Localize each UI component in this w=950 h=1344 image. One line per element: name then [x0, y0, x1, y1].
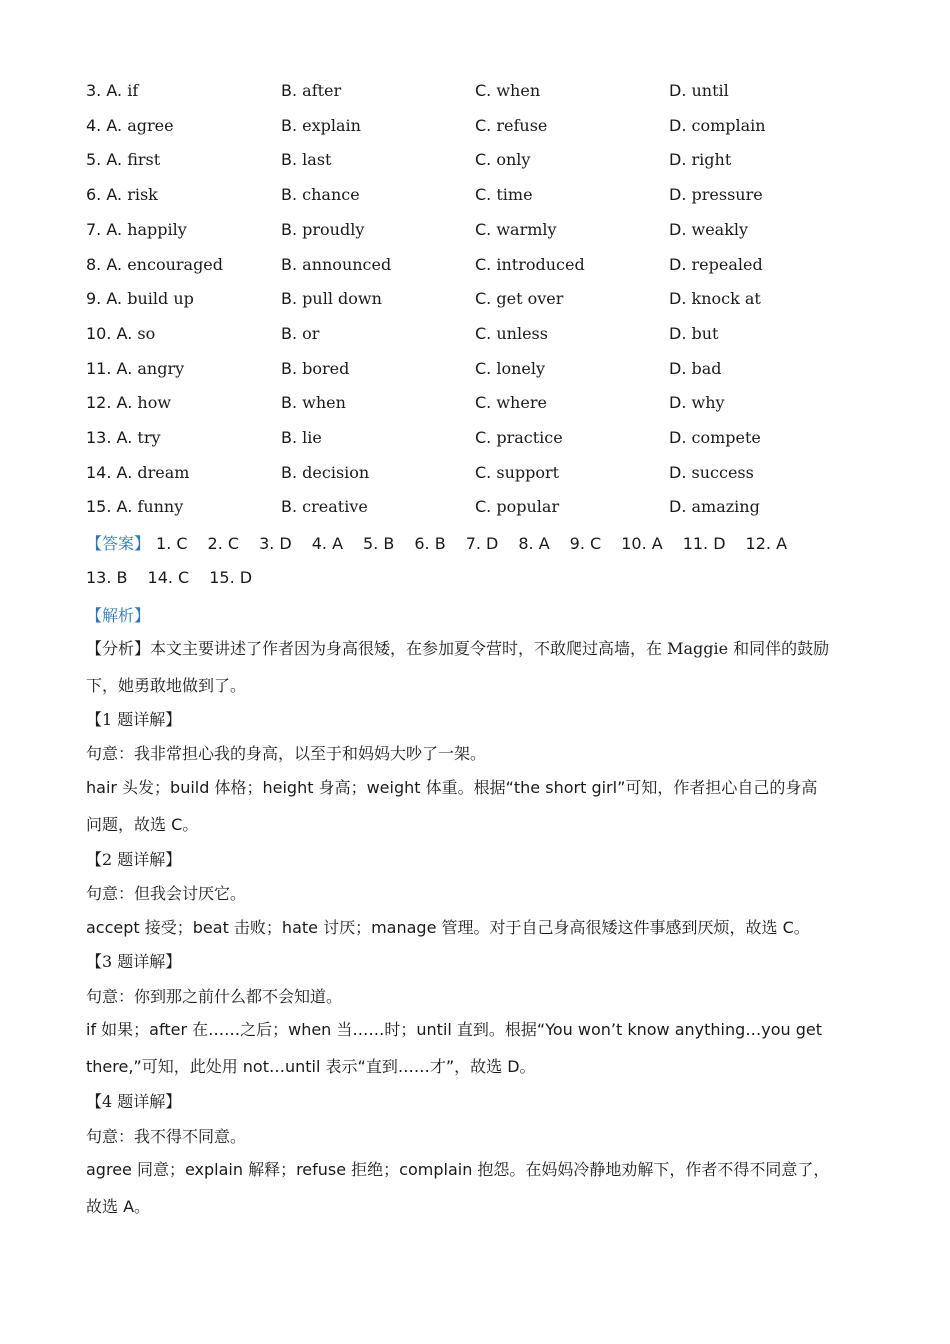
answer-item: 5. B	[363, 534, 395, 553]
option-text: angry	[137, 358, 185, 378]
question-row	[86, 185, 886, 219]
option-text: proudly	[302, 219, 365, 239]
option-letter: C.	[475, 323, 492, 343]
q1-explanation-line-2: 问题，故选 C。	[86, 815, 199, 834]
option-b	[281, 428, 322, 447]
option-text: agree	[127, 115, 174, 135]
option-b	[281, 116, 361, 135]
answer-item: 13. B	[86, 568, 128, 587]
option-letter: C.	[475, 150, 492, 170]
option-letter: B.	[281, 497, 298, 517]
option-letter: D.	[669, 358, 687, 378]
option-d	[669, 81, 729, 100]
option-text: lonely	[496, 358, 546, 378]
option-letter: D.	[669, 393, 687, 413]
option-text: last	[302, 150, 332, 170]
option-text: lie	[302, 428, 322, 447]
question-row	[86, 289, 886, 323]
option-b	[281, 81, 341, 100]
option-letter: D.	[669, 323, 687, 343]
option-b	[281, 497, 368, 516]
option-text: right	[691, 150, 732, 170]
q2-title: 【2 题详解】	[86, 850, 182, 869]
option-b	[281, 289, 382, 308]
q1-explanation-line-1: hair 头发；build 体格；height 身高；weight 体重。根据“the short girl”可知，作者担心自己的身高	[86, 778, 818, 797]
option-letter: B.	[281, 358, 298, 378]
option-letter: D.	[669, 185, 687, 205]
question-row	[86, 497, 886, 531]
q2-explanation: accept 接受；beat 击败；hate 讨厌；manage 管理。对于自己身高很矮这件事感到厌烦，故选 C。	[86, 918, 810, 937]
option-d	[669, 185, 763, 204]
option-letter: B.	[281, 185, 298, 205]
option-c	[475, 497, 559, 516]
answer-item: 3. D	[259, 534, 292, 553]
answer-item: 14. C	[147, 568, 190, 587]
option-text: time	[496, 185, 533, 205]
answer-item: 12. A	[745, 534, 788, 553]
option-a	[86, 81, 138, 100]
option-text: where	[496, 393, 547, 413]
option-d	[669, 463, 754, 482]
analysis-intro-line-2: 下，她勇敢地做到了。	[86, 676, 247, 695]
option-text: get over	[496, 289, 564, 309]
option-letter: A.	[106, 254, 123, 274]
option-c	[475, 185, 533, 204]
option-letter: C.	[475, 219, 492, 239]
question-number: 12.	[86, 393, 112, 413]
option-d	[669, 324, 718, 343]
option-letter: C.	[475, 462, 492, 482]
q4-meaning: 句意：我不得不同意。	[86, 1127, 247, 1146]
option-d	[669, 428, 761, 447]
option-b	[281, 324, 319, 343]
option-text: first	[127, 150, 161, 170]
option-c	[475, 255, 585, 274]
answer-item: 9. C	[569, 534, 602, 553]
option-text: encouraged	[127, 254, 224, 274]
q3-explanation-line-1: if 如果；after 在……之后；when 当……时；until 直到。根据“You won’t know anything…you get	[86, 1020, 823, 1039]
option-letter: A.	[106, 150, 123, 170]
option-b	[281, 255, 391, 274]
option-text: success	[691, 462, 754, 482]
question-number: 13.	[86, 428, 112, 447]
option-d	[669, 255, 763, 274]
question-row	[86, 116, 886, 150]
option-b	[281, 393, 346, 412]
option-letter: A.	[116, 393, 133, 413]
question-number: 8.	[86, 254, 102, 274]
option-letter: B.	[281, 428, 298, 447]
option-text: only	[496, 150, 531, 170]
option-text: popular	[496, 497, 560, 517]
option-text: explain	[302, 115, 361, 135]
option-c	[475, 463, 559, 482]
option-letter: B.	[281, 219, 298, 239]
answer-item: 10. A	[621, 534, 663, 553]
option-a	[86, 497, 183, 516]
option-letter: A.	[106, 219, 123, 239]
answer-item: 15. D	[209, 568, 253, 587]
question-number: 15.	[86, 497, 112, 517]
question-row	[86, 255, 886, 289]
option-text: bad	[691, 358, 722, 378]
option-text: practice	[496, 428, 563, 447]
option-letter: C.	[475, 81, 492, 100]
option-text: pressure	[691, 185, 763, 205]
option-letter: D.	[669, 81, 687, 100]
option-text: try	[137, 428, 161, 447]
option-b	[281, 463, 369, 482]
option-text: risk	[127, 185, 158, 205]
question-number: 4.	[86, 115, 102, 135]
option-c	[475, 150, 530, 169]
option-letter: C.	[475, 393, 492, 413]
option-letter: C.	[475, 428, 492, 447]
question-row	[86, 428, 886, 462]
option-text: build up	[127, 289, 194, 309]
option-a	[86, 428, 161, 447]
option-text: dream	[137, 462, 190, 482]
question-row	[86, 324, 886, 358]
option-a	[86, 255, 223, 274]
q4-title: 【4 题详解】	[86, 1092, 182, 1111]
option-text: why	[691, 393, 725, 413]
option-text: or	[302, 323, 320, 343]
option-letter: A.	[106, 81, 123, 100]
question-number: 7.	[86, 219, 102, 239]
option-text: how	[137, 393, 172, 413]
option-a	[86, 289, 194, 308]
option-c	[475, 81, 540, 100]
option-text: creative	[302, 497, 368, 517]
option-d	[669, 289, 761, 308]
option-c	[475, 393, 547, 412]
option-text: after	[302, 81, 342, 100]
answer-line-2	[86, 568, 876, 587]
option-letter: D.	[669, 219, 687, 239]
question-row	[86, 81, 886, 115]
option-text: compete	[691, 428, 761, 447]
option-d	[669, 116, 766, 135]
option-letter: B.	[281, 323, 298, 343]
answer-label: 【答案】	[86, 534, 151, 553]
option-b	[281, 185, 360, 204]
q1-title: 【1 题详解】	[86, 710, 182, 729]
question-number: 11.	[86, 358, 112, 378]
option-c	[475, 220, 557, 239]
option-letter: B.	[281, 115, 298, 135]
answer-item: 2. C	[207, 534, 240, 553]
option-a	[86, 116, 174, 135]
option-text: refuse	[496, 115, 548, 135]
option-text: support	[496, 462, 560, 482]
option-text: happily	[127, 219, 187, 239]
option-letter: B.	[281, 254, 298, 274]
option-b	[281, 359, 349, 378]
option-text: when	[302, 393, 346, 413]
option-text: but	[691, 323, 719, 343]
question-row	[86, 220, 886, 254]
question-number: 3.	[86, 81, 102, 100]
q2-meaning: 句意：但我会讨厌它。	[86, 884, 247, 903]
answer-line-1	[86, 531, 876, 554]
answer-item: 4. A	[311, 534, 344, 553]
answer-item: 1. C	[156, 534, 188, 553]
question-number: 10.	[86, 323, 112, 343]
option-c	[475, 428, 563, 447]
option-d	[669, 497, 760, 516]
option-a	[86, 324, 155, 343]
option-text: when	[496, 81, 541, 100]
q3-meaning: 句意：你到那之前什么都不会知道。	[86, 987, 343, 1006]
option-text: introduced	[496, 254, 585, 274]
q4-explanation-line-1: agree 同意；explain 解释；refuse 拒绝；complain 抱怨。在妈妈冷静地劝解下，作者不得不同意了，	[86, 1160, 830, 1179]
option-d	[669, 220, 748, 239]
question-row	[86, 393, 886, 427]
option-letter: D.	[669, 462, 687, 482]
option-letter: D.	[669, 115, 687, 135]
option-text: if	[127, 81, 139, 100]
option-letter: D.	[669, 497, 687, 517]
answer-list-2	[86, 568, 272, 587]
option-c	[475, 116, 547, 135]
option-text: so	[137, 323, 156, 343]
q1-meaning: 句意：我非常担心我的身高，以至于和妈妈大吵了一架。	[86, 744, 487, 763]
option-text: funny	[137, 497, 184, 517]
option-c	[475, 359, 545, 378]
q3-title: 【3 题详解】	[86, 952, 182, 971]
option-letter: D.	[669, 428, 687, 447]
option-letter: B.	[281, 81, 298, 100]
option-a	[86, 185, 158, 204]
question-number: 9.	[86, 289, 102, 309]
option-b	[281, 150, 331, 169]
option-a	[86, 463, 189, 482]
option-text: weakly	[691, 219, 749, 239]
option-text: knock at	[691, 289, 761, 309]
q4-explanation-line-2: 故选 A。	[86, 1197, 151, 1216]
answer-item: 7. D	[465, 534, 499, 553]
option-a	[86, 150, 160, 169]
question-row	[86, 150, 886, 184]
question-number: 6.	[86, 185, 102, 205]
option-text: warmly	[496, 219, 557, 239]
option-text: announced	[302, 254, 392, 274]
option-a	[86, 359, 184, 378]
option-letter: A.	[116, 428, 133, 447]
option-letter: C.	[475, 115, 492, 135]
option-d	[669, 150, 731, 169]
answer-list-1	[156, 534, 807, 553]
option-text: until	[691, 81, 729, 100]
option-letter: D.	[669, 150, 687, 170]
option-c	[475, 289, 563, 308]
option-text: amazing	[691, 497, 760, 517]
option-letter: C.	[475, 185, 492, 205]
question-number: 14.	[86, 462, 112, 482]
option-b	[281, 220, 364, 239]
answer-item: 11. D	[682, 534, 726, 553]
option-c	[475, 324, 548, 343]
option-letter: A.	[116, 497, 133, 517]
analysis-intro-line-1: 【分析】本文主要讲述了作者因为身高很矮，在参加夏令营时，不敢爬过高墙，在 Maggie 和同伴的鼓励	[86, 639, 830, 658]
option-d	[669, 393, 725, 412]
option-letter: C.	[475, 289, 492, 309]
option-d	[669, 359, 722, 378]
option-letter: C.	[475, 358, 492, 378]
q3-explanation-line-2: there,”可知，此处用 not…until 表示“直到……才”，故选 D。	[86, 1057, 536, 1076]
option-letter: A.	[116, 323, 133, 343]
answer-item: 8. A	[518, 534, 550, 553]
option-letter: A.	[106, 185, 123, 205]
option-letter: D.	[669, 254, 687, 274]
option-letter: C.	[475, 254, 492, 274]
option-text: pull down	[302, 289, 382, 309]
option-letter: A.	[116, 462, 133, 482]
option-letter: B.	[281, 393, 298, 413]
option-letter: B.	[281, 289, 298, 309]
question-row	[86, 463, 886, 497]
option-text: decision	[302, 462, 370, 482]
question-number: 5.	[86, 150, 102, 170]
option-letter: A.	[106, 115, 123, 135]
option-a	[86, 220, 187, 239]
option-letter: D.	[669, 289, 687, 309]
answer-item: 6. B	[414, 534, 446, 553]
option-text: repealed	[691, 254, 763, 274]
option-text: bored	[302, 358, 350, 378]
option-text: chance	[302, 185, 360, 205]
option-letter: A.	[106, 289, 123, 309]
option-letter: B.	[281, 150, 298, 170]
option-letter: A.	[116, 358, 133, 378]
option-text: unless	[496, 323, 548, 343]
question-row	[86, 359, 886, 393]
analysis-label: 【解析】	[86, 606, 151, 625]
option-letter: C.	[475, 497, 492, 517]
option-letter: B.	[281, 462, 298, 482]
option-a	[86, 393, 171, 412]
option-text: complain	[691, 115, 766, 135]
